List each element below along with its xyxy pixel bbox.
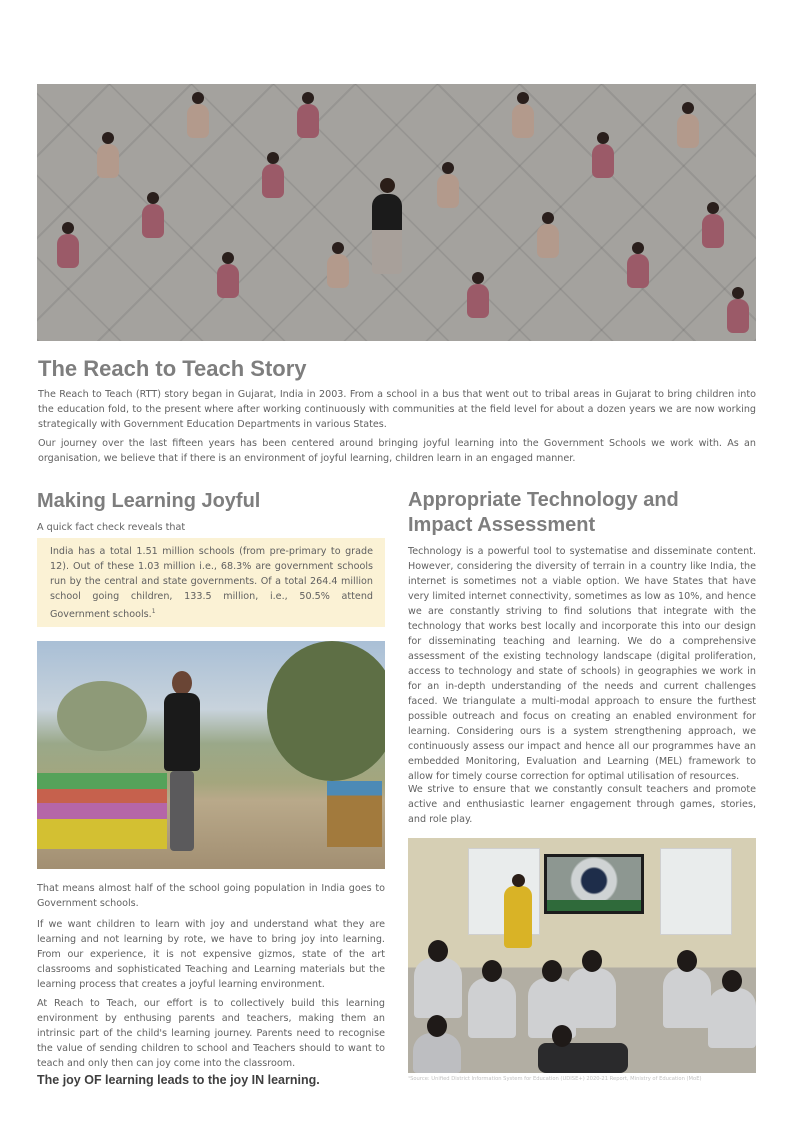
photo-figure xyxy=(262,164,284,198)
whiteboard xyxy=(660,848,732,935)
tech-paragraph: Technology is a powerful tool to systematise and disseminate content. However, considering the diversity of terrain in a country like India, the internet is sometimes not a viable option. We have States that have very limited internet connectivity, sometimes as low as 10%, and hence we are constantly striving to find solutions that integrate with the technology that works best locally and incorporate this into our design for disseminating teaching and learning. We do a comprehensive assessment of the existing technology landscape (digital proliferation, access to technology and state of schools) in geographies we work in for an in-depth understanding of the needs and current challenges faced. We triangulate a multi-modal approach to ensure the furthest possible outreach and focus on creating an enabled environment for learning. Considering ours is a system strengthening approach, we continuously assess our impact and hence all our programmes have an embedded Monitoring, Evaluation and Learning (MEL) framework to allow for timely course correction for optimal utilisation of resources. xyxy=(408,546,756,782)
photo-figure xyxy=(57,234,79,268)
tagline: The joy OF learning leads to the joy IN learning. xyxy=(37,1073,320,1087)
photo-figure xyxy=(467,284,489,318)
photo-student xyxy=(568,968,616,1028)
photo-figure xyxy=(702,214,724,248)
footnote-ref: 1 xyxy=(151,608,156,615)
photo-figure xyxy=(437,174,459,208)
story-paragraph: The Reach to Teach (RTT) story began in Gujarat, India in 2003. From a school in a bus that went out to tribal areas in Gujarat to bring children into the education fold, to the present where after working continuously with communities at the field level for about a dozen years we are now working strategically with Government Education Departments in various States. xyxy=(38,389,756,430)
photo-figure xyxy=(677,114,699,148)
bench-stripe xyxy=(37,803,167,819)
photo-figure xyxy=(187,104,209,138)
story-title: The Reach to Teach Story xyxy=(38,356,307,381)
photo-figure xyxy=(142,204,164,238)
photo-teacher xyxy=(372,194,402,274)
story-paragraph: Our journey over the last fifteen years has been centered around bringing joyful learning into the Government Schools we work with. As an organisation, we believe that if there is an environment of joyful learning, children learn in an engaged manner. xyxy=(38,438,756,464)
photo-girl xyxy=(162,671,202,861)
tech-title: Appropriate Technology and Impact Assessment xyxy=(408,489,679,536)
bench-stripe xyxy=(37,773,167,789)
photo-figure xyxy=(97,144,119,178)
photo-student xyxy=(468,978,516,1038)
joy-paragraph: That means almost half of the school going population in India goes to Government schools. xyxy=(37,883,385,909)
classroom-photo xyxy=(408,838,756,1073)
photo-figure xyxy=(217,264,239,298)
photo-student xyxy=(708,988,756,1048)
photo-bench-right xyxy=(327,781,382,847)
photo-teacher xyxy=(504,886,532,948)
joy-paragraph: At Reach to Teach, our effort is to collectively build this learning environment by enthusing parents and teachers, making them an intrinsic part of the child's learning journey. Parents need to recognise the value of sending children to school and Teachers should to want to teach and only then can joy come into the classroom. xyxy=(37,998,385,1069)
photo-tree xyxy=(267,641,385,781)
photo-figure xyxy=(512,104,534,138)
tech-paragraph: We strive to ensure that we constantly consult teachers and promote active and enthusiastic learner engagement through games, stories, and role play. xyxy=(408,784,756,825)
photo-figure xyxy=(592,144,614,178)
photo-tree xyxy=(57,681,147,751)
fact-box xyxy=(37,538,385,627)
photo-figure xyxy=(537,224,559,258)
photo-figure xyxy=(327,254,349,288)
photo-student xyxy=(413,1033,461,1073)
footnote: ¹Source: Unified District Information System for Education (UDISE+) 2020-21 Report, Ministry of Education (MoE) xyxy=(408,1076,702,1082)
joy-title: Making Learning Joyful xyxy=(37,490,261,512)
fact-text: India has a total 1.51 million schools (from pre-primary to grade 12). Out of these 1.03 million i.e., 68.3% are government schools run by the central and state governments. Of a total 264.4 million school going children, 133.5 million, i.e., 50.5% attend Government schools. xyxy=(50,546,373,621)
hero-photo xyxy=(37,84,756,341)
photo-student xyxy=(663,968,711,1028)
photo-bag xyxy=(538,1043,628,1073)
photo-figure xyxy=(297,104,319,138)
joy-paragraph: If we want children to learn with joy and understand what they are learning and not learning by rote, we have to bring joy into learning. From our experience, it is not expensive gizmos, state of the art classrooms and sophisticated Teaching and Learning materials but the learning process that creates a joyful learning environment. xyxy=(37,919,385,990)
photo-student xyxy=(414,958,462,1018)
joy-intro: A quick fact check reveals that xyxy=(37,522,186,533)
photo-figure xyxy=(727,299,749,333)
smart-screen xyxy=(544,854,644,914)
bench-stripe xyxy=(37,819,167,849)
girl-skipping-photo xyxy=(37,641,385,869)
photo-figure xyxy=(627,254,649,288)
